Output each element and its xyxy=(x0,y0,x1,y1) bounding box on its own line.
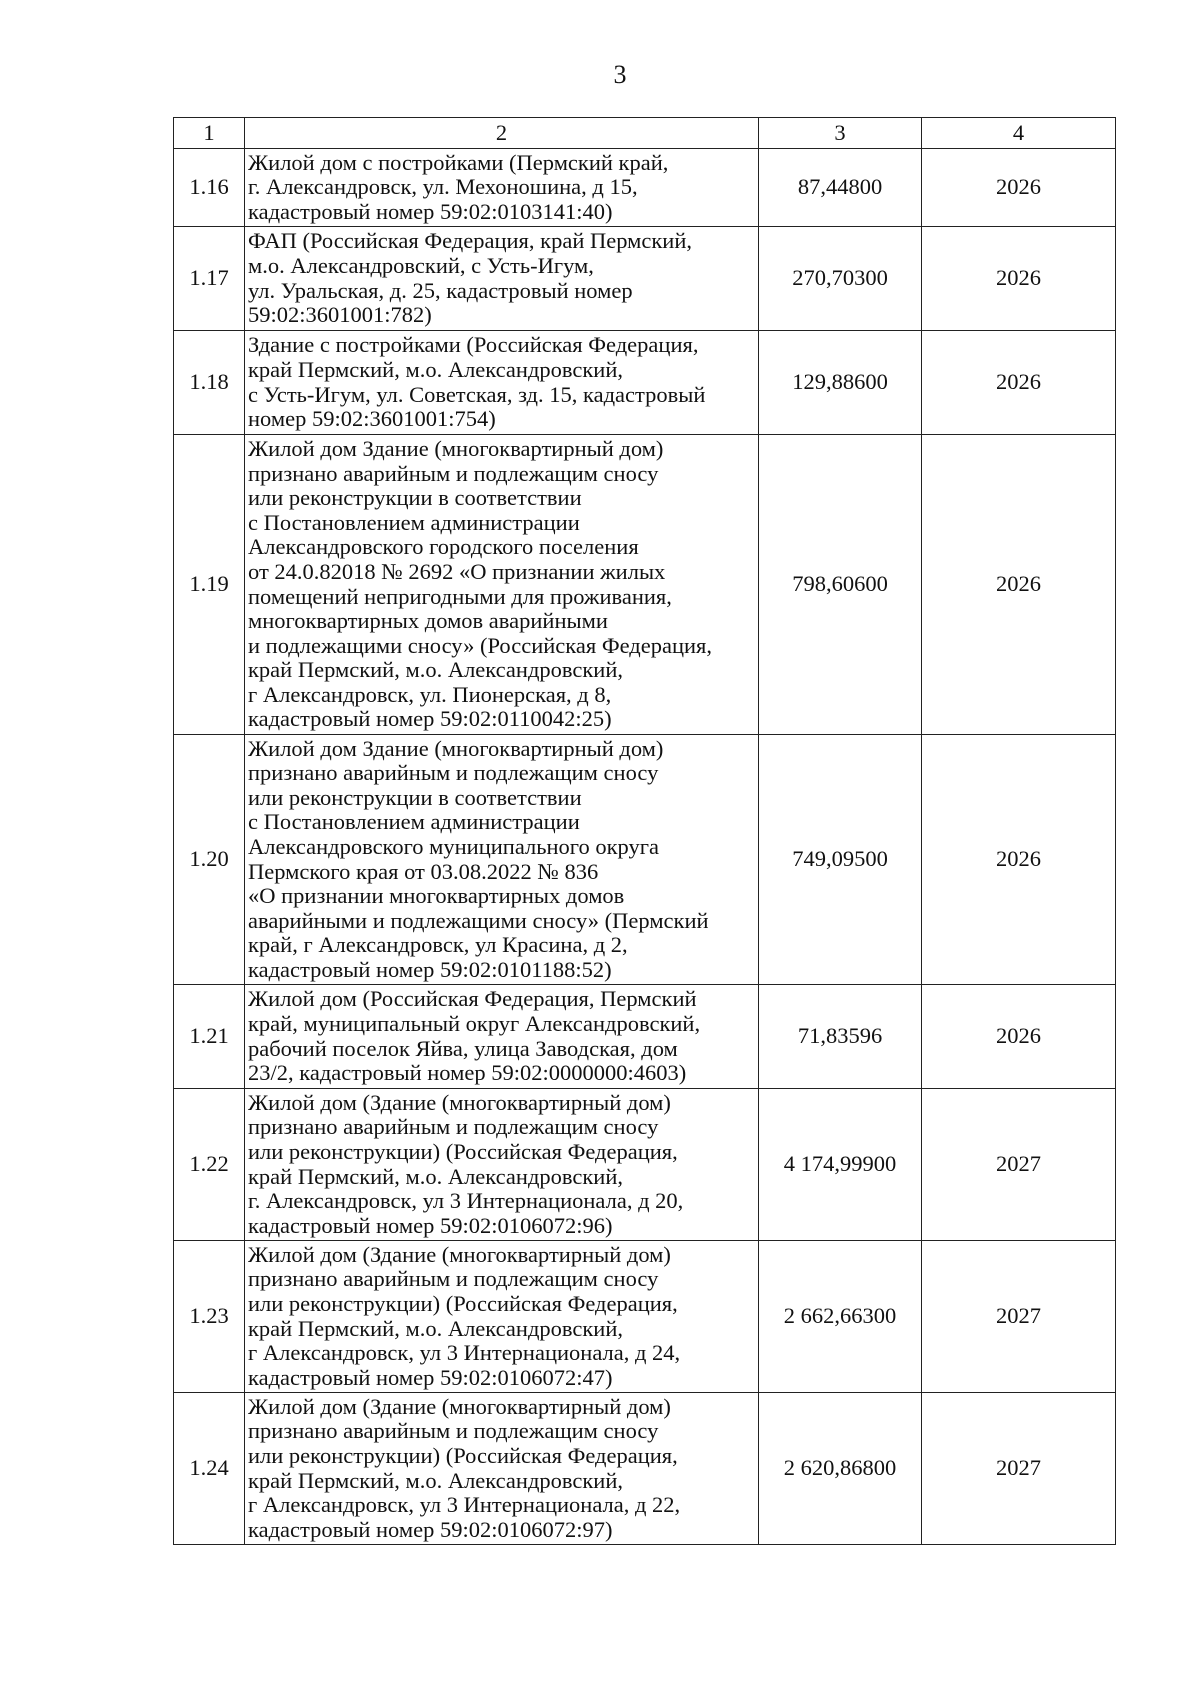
object-description-cell: Жилой дом Здание (многоквартирный дом) признано аварийным и подлежащим сносу или реконструкции в соответствии с Постановлением администрации Александровского муниципального округа Пермского края от 03.08.2022 № 836 «О признании многоквартирных домов аварийными и подлежащими сносу» (Пермский край, г Александровск, ул Красина, д 2, кадастровый номер 59:02:0101188:52) xyxy=(245,735,759,985)
row-number-cell: 1.17 xyxy=(174,227,245,331)
table-row xyxy=(174,1089,1116,1241)
value-cell: 4 174,99900 xyxy=(759,1089,922,1241)
year-cell: 2027 xyxy=(922,1241,1116,1393)
table-row xyxy=(174,331,1116,435)
table-row xyxy=(174,1393,1116,1545)
row-number-cell: 1.19 xyxy=(174,435,245,735)
row-number-cell: 1.23 xyxy=(174,1241,245,1393)
year-cell: 2026 xyxy=(922,985,1116,1089)
object-description-cell: ФАП (Российская Федерация, край Пермский, м.о. Александровский, с Усть-Игум, ул. Уральская, д. 25, кадастровый номер 59:02:3601001:782) xyxy=(245,227,759,331)
column-header-1: 1 xyxy=(174,118,245,149)
year-cell: 2026 xyxy=(922,331,1116,435)
objects-table xyxy=(173,117,1116,1545)
year-cell: 2026 xyxy=(922,149,1116,227)
object-description-cell: Жилой дом с постройками (Пермский край, г. Александровск, ул. Мехоношина, д 15, кадастровый номер 59:02:0103141:40) xyxy=(245,149,759,227)
object-description-cell: Жилой дом Здание (многоквартирный дом) признано аварийным и подлежащим сносу или реконструкции в соответствии с Постановлением администрации Александровского городского поселения от 24.0.82018 № 2692 «О признании жилых помещений непригодными для проживания, многоквартирных домов аварийными и подлежащими сносу» (Российская Федерация, край Пермский, м.о. Александровский, г Александровск, ул. Пионерская, д 8, кадастровый номер 59:02:0110042:25) xyxy=(245,435,759,735)
row-number-cell: 1.16 xyxy=(174,149,245,227)
year-cell: 2026 xyxy=(922,227,1116,331)
page-number: 3 xyxy=(613,60,627,89)
table-body xyxy=(174,149,1116,1545)
value-cell: 87,44800 xyxy=(759,149,922,227)
value-cell: 749,09500 xyxy=(759,735,922,985)
table-row xyxy=(174,435,1116,735)
object-description-cell: Жилой дом (Российская Федерация, Пермский край, муниципальный округ Александровский, рабочий поселок Яйва, улица Заводская, дом 23/2, кадастровый номер 59:02:0000000:4603) xyxy=(245,985,759,1089)
row-number-cell: 1.22 xyxy=(174,1089,245,1241)
column-header-4: 4 xyxy=(922,118,1116,149)
value-cell: 270,70300 xyxy=(759,227,922,331)
column-header-3: 3 xyxy=(759,118,922,149)
row-number-cell: 1.20 xyxy=(174,735,245,985)
object-description-cell: Жилой дом (Здание (многоквартирный дом) признано аварийным и подлежащим сносу или реконструкции) (Российская Федерация, край Пермский, м.о. Александровский, г Александровск, ул 3 Интернационала, д 24, кадастровый номер 59:02:0106072:47) xyxy=(245,1241,759,1393)
column-header-2: 2 xyxy=(245,118,759,149)
table-row xyxy=(174,149,1116,227)
object-description-cell: Здание с постройками (Российская Федерация, край Пермский, м.о. Александровский, с Усть-Игум, ул. Советская, зд. 15, кадастровый номер 59:02:3601001:754) xyxy=(245,331,759,435)
object-description-cell: Жилой дом (Здание (многоквартирный дом) признано аварийным и подлежащим сносу или реконструкции) (Российская Федерация, край Пермский, м.о. Александровский, г Александровск, ул 3 Интернационала, д 22, кадастровый номер 59:02:0106072:97) xyxy=(245,1393,759,1545)
table-row xyxy=(174,1241,1116,1393)
object-description-cell: Жилой дом (Здание (многоквартирный дом) признано аварийным и подлежащим сносу или реконструкции) (Российская Федерация, край Пермский, м.о. Александровский, г. Александровск, ул 3 Интернационала, д 20, кадастровый номер 59:02:0106072:96) xyxy=(245,1089,759,1241)
year-cell: 2026 xyxy=(922,435,1116,735)
table-row xyxy=(174,985,1116,1089)
value-cell: 129,88600 xyxy=(759,331,922,435)
value-cell: 2 662,66300 xyxy=(759,1241,922,1393)
row-number-cell: 1.21 xyxy=(174,985,245,1089)
year-cell: 2027 xyxy=(922,1089,1116,1241)
row-number-cell: 1.18 xyxy=(174,331,245,435)
value-cell: 2 620,86800 xyxy=(759,1393,922,1545)
table-header-row xyxy=(174,118,1116,149)
table-row xyxy=(174,227,1116,331)
year-cell: 2027 xyxy=(922,1393,1116,1545)
value-cell: 71,83596 xyxy=(759,985,922,1089)
row-number-cell: 1.24 xyxy=(174,1393,245,1545)
table-row xyxy=(174,735,1116,985)
year-cell: 2026 xyxy=(922,735,1116,985)
value-cell: 798,60600 xyxy=(759,435,922,735)
